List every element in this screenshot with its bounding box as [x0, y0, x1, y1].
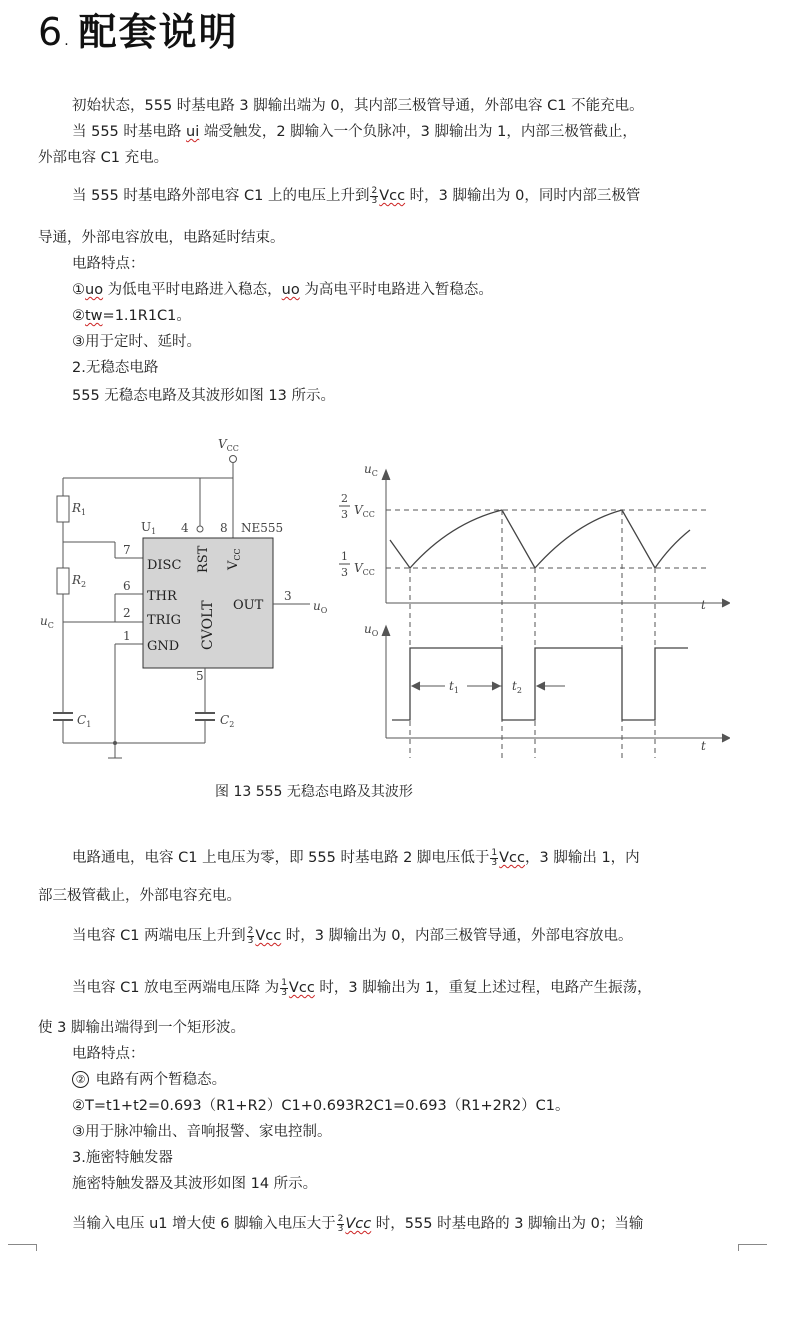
- feature-1-2-b: =1.1R1C1。: [102, 308, 191, 324]
- heading-number: 6: [38, 10, 63, 54]
- uo-axis-label: $u_O$: [364, 622, 379, 638]
- pin3-num: 3: [284, 589, 292, 603]
- uc-label: $u_C$: [40, 614, 54, 630]
- para-initial-state: 初始状态，555 时基电路 3 脚输出端为 0，其内部三极管导通，外部电容 C1 不能充电。: [72, 98, 644, 114]
- para-schmitt-input-vcc: Vcc: [345, 1216, 372, 1232]
- section-heading: [38, 8, 239, 65]
- t1-label: $t_1$: [449, 679, 459, 695]
- pin4-num: 4: [181, 521, 189, 535]
- subheading-astable: 2.无稳态电路: [72, 360, 159, 376]
- para-power-on: [72, 848, 640, 868]
- rst-label: RST: [196, 545, 211, 573]
- para-rise: [72, 926, 632, 946]
- feature-1-1-uo: uo: [85, 282, 104, 298]
- cvolt-label: CVOLT: [200, 600, 216, 650]
- pin1-num: 1: [123, 629, 131, 643]
- out-label: OUT: [233, 598, 264, 613]
- vcc-label: $V_{CC}$: [218, 437, 239, 453]
- para-power-on-a: 电路通电，电容 C1 上电压为零，即 555 时基电路 2 脚电压低于: [72, 850, 490, 866]
- t-axis-label-1: t: [701, 598, 706, 612]
- feature-1-2-marker: ②: [72, 308, 85, 324]
- para-fall-a: 当电容 C1 放电至两端电压降 为: [72, 980, 280, 996]
- para-fig13-intro: 555 无稳态电路及其波形如图 13 所示。: [72, 388, 335, 404]
- fraction-two-thirds: $\frac{2}{3}$: [371, 185, 378, 206]
- feature-1-1-c: 为高电平时电路进入暂稳态。: [299, 282, 493, 298]
- r2-resistor: [57, 568, 69, 594]
- pin7-num: 7: [123, 543, 131, 557]
- t-axis-label-2: t: [701, 739, 706, 753]
- vcc-level-low: $V_{CC}$: [354, 561, 375, 577]
- pin8-num: 8: [220, 521, 228, 535]
- pin2-num: 2: [123, 606, 131, 620]
- r1-label: $R_1$: [72, 501, 87, 517]
- para-fall: [72, 978, 652, 998]
- features-heading-2: 电路特点：: [72, 1046, 145, 1062]
- para-discharge: 导通，外部电容放电，电路延时结束。: [38, 230, 285, 246]
- page-corner-mark-right: [738, 1244, 767, 1251]
- page-corner-mark-left: [8, 1244, 37, 1251]
- disc-label: DISC: [147, 558, 182, 573]
- subheading-schmitt: 3.施密特触发器: [72, 1150, 173, 1166]
- fraction-one-third-a: $\frac{1}{3}$: [491, 847, 498, 868]
- c1-label: $C_1$: [77, 713, 92, 729]
- para-rise-vcc: Vcc: [255, 928, 282, 944]
- para-schmitt-input: [72, 1214, 643, 1234]
- uc-waveform: [390, 510, 690, 568]
- fraction-one-third-b: $\frac{1}{3}$: [281, 977, 287, 998]
- u1-label: $U_1$: [141, 520, 157, 536]
- feature-1-3: ③用于定时、延时。: [72, 334, 201, 350]
- feature-2-1-text: 电路有两个暂稳态。: [91, 1072, 227, 1088]
- para-threshold-vcc: Vcc: [379, 188, 406, 204]
- feature-1-1-marker: ①: [72, 282, 85, 298]
- feature-2-1: [72, 1070, 226, 1090]
- feature-1-1-uo2: uo: [281, 282, 300, 298]
- two-thirds-den: 3: [341, 508, 348, 521]
- feature-1-2-tw: tw: [85, 308, 103, 324]
- para-threshold: [72, 186, 640, 206]
- thr-label: THR: [147, 589, 177, 604]
- circuit-diagram: [53, 456, 310, 759]
- features-heading-1: 电路特点：: [72, 256, 145, 272]
- feature-1-1: [72, 280, 493, 300]
- r2-label: $R_2$: [72, 573, 87, 589]
- para-fall-vcc: Vcc: [288, 980, 315, 996]
- feature-2-2: ②T=t1+t2=0.693（R1+R2）C1+0.693R2C1=0.693（R1+2R2）C1。: [72, 1098, 570, 1114]
- trig-label: TRIG: [147, 613, 181, 628]
- feature-1-2: [72, 306, 191, 326]
- figure-13-caption: 图 13 555 无稳态电路及其波形: [215, 784, 413, 800]
- fraction-two-thirds-c: $\frac{2}{3}$: [337, 1213, 344, 1234]
- para-trigger-ui: ui: [186, 124, 200, 140]
- feature-1-1-b: 为低电平时电路进入稳态，: [103, 282, 282, 298]
- rst-pin-bubble: [197, 526, 203, 532]
- para-threshold-a: 当 555 时基电路外部电容 C1 上的电压上升到: [72, 188, 370, 204]
- para-schmitt-input-a: 当输入电压 u1 增大使 6 脚输入电压大于: [72, 1216, 336, 1232]
- vcc-pin-label: $V_{CC}$: [226, 548, 242, 570]
- fraction-two-thirds-b: $\frac{2}{3}$: [247, 925, 254, 946]
- para-fall-b: 时，3 脚输出为 1，重复上述过程，电路产生振荡，: [314, 980, 652, 996]
- uo-out-label: $u_O$: [313, 599, 328, 615]
- heading-text: 配套说明: [78, 10, 239, 54]
- para-rise-b: 时，3 脚输出为 0，内部三极管导通，外部电容放电。: [281, 928, 633, 944]
- gnd-label: GND: [147, 639, 180, 654]
- chip-name: NE555: [241, 521, 284, 535]
- c2-label: $C_2$: [220, 713, 235, 729]
- pin5-num: 5: [196, 669, 204, 683]
- para-rise-a: 当电容 C1 两端电压上升到: [72, 928, 246, 944]
- heading-dot: .: [64, 33, 69, 49]
- feature-2-1-marker: ②: [72, 1071, 89, 1088]
- r1-resistor: [57, 496, 69, 522]
- para-threshold-b: 时，3 脚输出为 0，同时内部三极管: [405, 188, 641, 204]
- para-fig14-intro: 施密特触发器及其波形如图 14 所示。: [72, 1176, 318, 1192]
- feature-2-3: ③用于脉冲输出、音响报警、家电控制。: [72, 1124, 332, 1140]
- one-third-num: 1: [341, 550, 348, 563]
- waveform-diagram: [382, 470, 730, 758]
- pin6-num: 6: [123, 579, 131, 593]
- para-charge: 外部电容 C1 充电。: [38, 150, 169, 166]
- vcc-terminal: [230, 456, 237, 463]
- para-power-on-cont: 部三极管截止，外部电容充电。: [38, 888, 241, 904]
- t2-label: $t_2$: [512, 679, 522, 695]
- figure-13: [30, 428, 730, 768]
- two-thirds-num: 2: [341, 492, 348, 505]
- para-trigger-b: 端受触发，2 脚输入一个负脉冲，3 脚输出为 1，内部三极管截止，: [199, 124, 637, 140]
- para-trigger: [72, 122, 637, 142]
- para-trigger-a: 当 555 时基电路: [72, 124, 187, 140]
- waveform-labels: [339, 462, 706, 753]
- one-third-den: 3: [341, 566, 348, 579]
- uc-axis-label: $u_C$: [364, 462, 378, 478]
- vcc-level-high: $V_{CC}$: [354, 503, 375, 519]
- para-schmitt-input-b: 时，555 时基电路的 3 脚输出为 0；当输: [371, 1216, 644, 1232]
- para-power-on-b: ，3 脚输出 1，内: [525, 850, 640, 866]
- para-square-wave: 使 3 脚输出端得到一个矩形波。: [38, 1020, 245, 1036]
- para-power-on-vcc: Vcc: [499, 850, 526, 866]
